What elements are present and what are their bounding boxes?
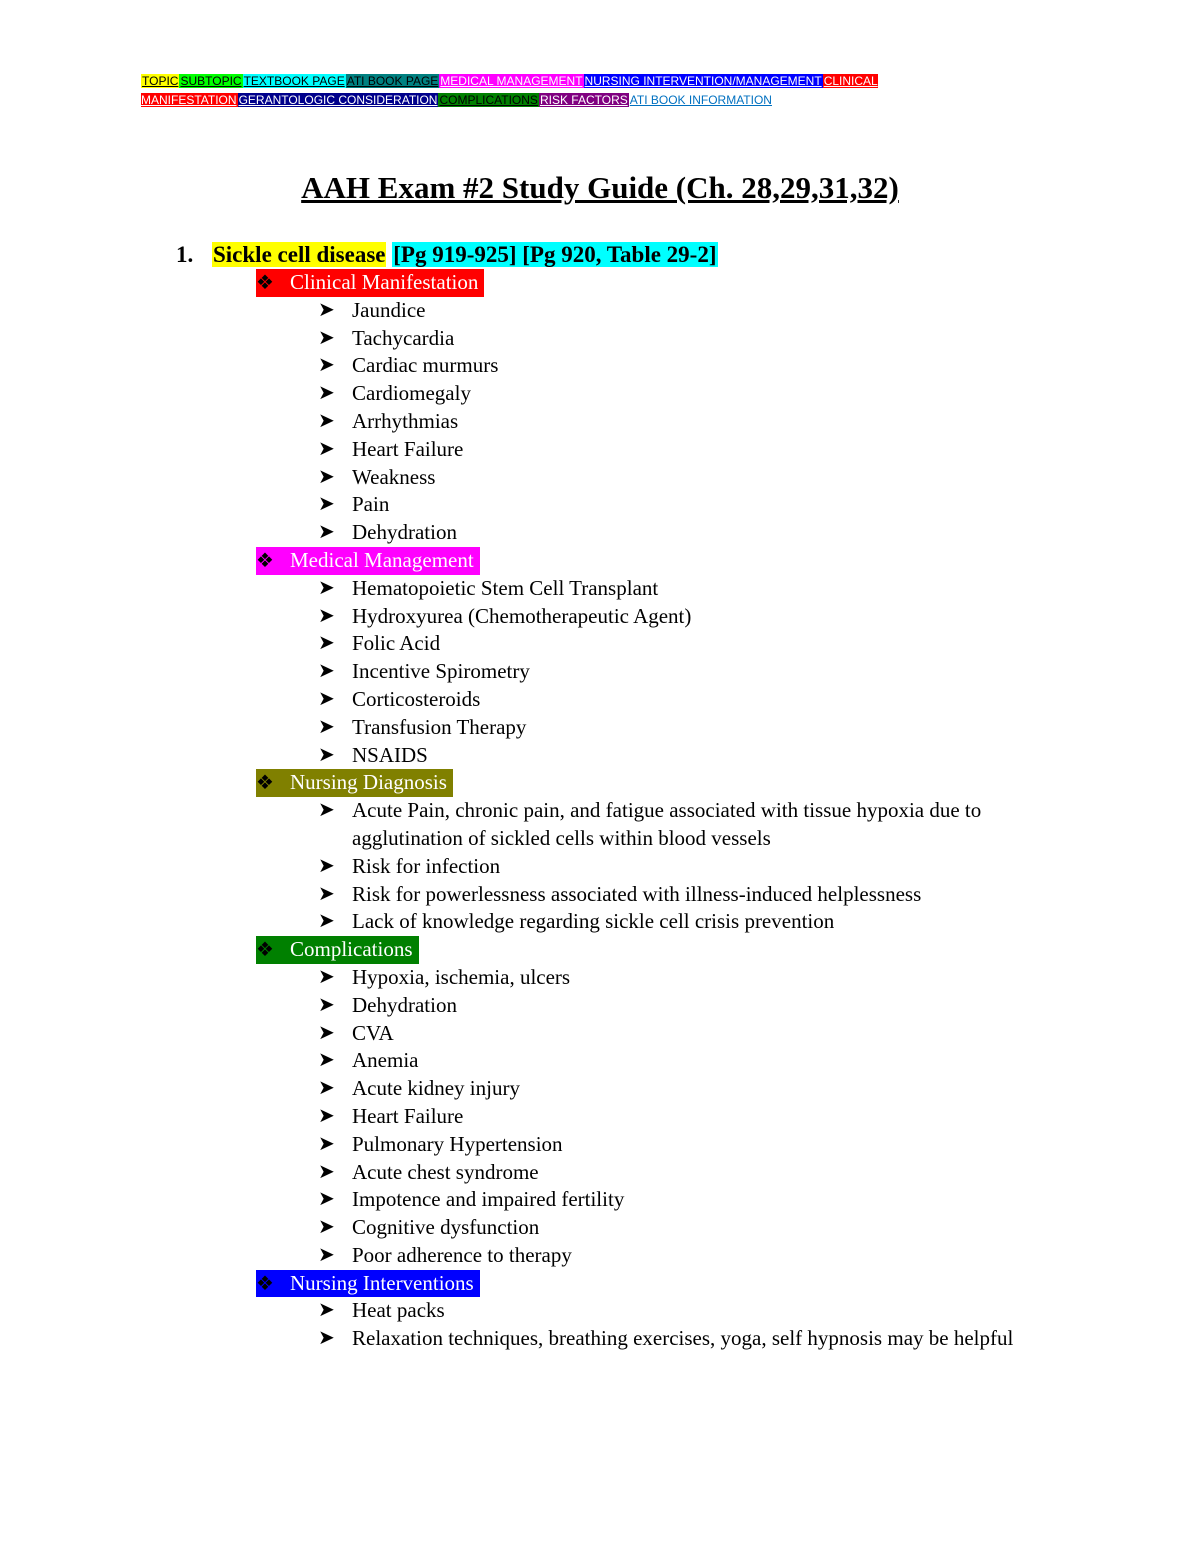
list-item [256,686,1076,714]
list-item [256,853,1076,881]
list-item-text: Arrhythmias [352,408,459,433]
legend-item: GERANTOLOGIC CONSIDERATION [238,93,438,107]
arrow-bullet-icon: ➤ [318,1132,335,1155]
section-heading [256,769,453,797]
list-item [256,380,1076,408]
list-item-text: Heat packs [352,1298,445,1323]
list-item [256,1214,1076,1242]
topic-number: 1. [176,242,194,267]
list-item [256,964,1076,992]
list-item-text: Anemia [352,1048,419,1073]
list-item-text: Dehydration [352,992,457,1017]
arrow-bullet-icon: ➤ [318,576,335,599]
list-item [256,714,1076,742]
list-item-text: Impotence and impaired fertility [352,1187,625,1212]
list-item-text: Heart Failure [352,436,464,461]
legend-item: TEXTBOOK PAGE [243,74,345,88]
topic-heading [176,240,718,270]
arrow-bullet-icon: ➤ [318,910,335,933]
list-item-text: Relaxation techniques, breathing exercises, yoga, self hypnosis may be helpful [352,1326,1014,1351]
arrow-bullet-icon: ➤ [318,326,335,349]
section-heading [256,1270,480,1298]
legend-item: ATI BOOK INFORMATION [629,93,772,107]
section-heading [256,936,419,964]
list-item [256,1297,1076,1325]
arrow-bullet-icon: ➤ [318,298,335,321]
diamond-bullet-icon: ❖ [256,272,274,294]
arrow-bullet-icon: ➤ [318,409,335,432]
arrow-bullet-icon: ➤ [318,604,335,627]
arrow-bullet-icon: ➤ [318,382,335,405]
list-item-text: Cardiomegaly [352,381,471,406]
list-item [256,1242,1076,1270]
list-item-text: Hydroxyurea (Chemotherapeutic Agent) [352,603,692,628]
arrow-bullet-icon: ➤ [318,354,335,377]
list-item-text: Cognitive dysfunction [352,1215,540,1240]
arrow-bullet-icon: ➤ [318,521,335,544]
arrow-bullet-icon: ➤ [318,1049,335,1072]
list-item [256,1020,1076,1048]
topic-name: Sickle cell disease [213,242,386,267]
list-item-text: Incentive Spirometry [352,659,530,684]
section-heading-label: Nursing Diagnosis [290,770,447,795]
list-item-text: Lack of knowledge regarding sickle cell crisis prevention [352,909,835,934]
arrow-bullet-icon: ➤ [318,465,335,488]
arrow-bullet-icon: ➤ [318,993,335,1016]
list-item-text: CVA [352,1020,394,1045]
list-item [256,1325,1076,1353]
list-item [256,408,1076,436]
subtopic-sections [256,269,1076,1353]
arrow-bullet-icon: ➤ [318,660,335,683]
list-item [256,1186,1076,1214]
list-item [256,881,1076,909]
list-item [256,325,1076,353]
arrow-bullet-icon: ➤ [318,1160,335,1183]
list-item-text: Weakness [352,464,436,489]
section-heading-label: Complications [290,937,413,962]
diamond-bullet-icon: ❖ [256,939,274,962]
list-item [256,464,1076,492]
list-item-text: Hypoxia, ischemia, ulcers [352,964,571,989]
list-item-text: Risk for infection [352,853,501,878]
list-item [256,1159,1076,1187]
list-item [256,1131,1076,1159]
section-heading [256,269,484,297]
arrow-bullet-icon: ➤ [318,799,335,822]
legend-item: RISK FACTORS [539,93,628,107]
diamond-bullet-icon: ❖ [256,549,274,572]
arrow-bullet-icon: ➤ [318,493,335,516]
arrow-bullet-icon: ➤ [318,632,335,655]
arrow-bullet-icon: ➤ [318,882,335,905]
textbook-pages: [Pg 919-925] [Pg 920, Table 29-2] [393,242,717,267]
arrow-bullet-icon: ➤ [318,437,335,460]
list-item [256,603,1076,631]
list-item-text: Transfusion Therapy [352,714,527,739]
arrow-bullet-icon: ➤ [318,1299,335,1322]
list-item-text: Folic Acid [352,631,441,656]
list-item [256,797,1076,853]
list-item [256,297,1076,325]
list-item [256,658,1076,686]
list-item [256,1075,1076,1103]
arrow-bullet-icon: ➤ [318,1327,335,1350]
legend-item: COMPLICATIONS [439,93,538,107]
section-heading [256,547,480,575]
list-item-text: Risk for powerlessness associated with illness-induced helplessness [352,881,922,906]
diamond-bullet-icon: ❖ [256,1272,274,1295]
list-item-text: Cardiac murmurs [352,353,499,378]
page-title: AAH Exam #2 Study Guide (Ch. 28,29,31,32) [301,170,899,205]
list-item [256,352,1076,380]
arrow-bullet-icon: ➤ [318,965,335,988]
list-item [256,519,1076,547]
list-item-text: Pain [352,492,390,517]
section-heading-label: Clinical Manifestation [290,270,479,294]
list-item-text: Jaundice [352,297,426,322]
list-item-text: Acute chest syndrome [352,1159,539,1184]
list-item-text: Corticosteroids [352,686,481,711]
legend-item: ATI BOOK PAGE [346,74,439,88]
list-item-text: Acute kidney injury [352,1076,520,1101]
list-item [256,575,1076,603]
legend-item: CLINICAL MANIFESTATION [141,74,878,107]
list-item [256,992,1076,1020]
list-item-text: Tachycardia [352,325,455,350]
arrow-bullet-icon: ➤ [318,687,335,710]
arrow-bullet-icon: ➤ [318,1104,335,1127]
legend-item: NURSING INTERVENTION/MANAGEMENT [584,74,822,88]
list-item-text: NSAIDS [352,742,428,767]
list-item [256,1047,1076,1075]
arrow-bullet-icon: ➤ [318,1188,335,1211]
legend-item: TOPIC [142,74,179,88]
list-item [256,630,1076,658]
arrow-bullet-icon: ➤ [318,743,335,766]
list-item [256,742,1076,770]
arrow-bullet-icon: ➤ [318,1243,335,1266]
diamond-bullet-icon: ❖ [256,772,274,795]
list-item [256,436,1076,464]
list-item [256,908,1076,936]
list-item [256,491,1076,519]
legend-item: SUBTOPIC [180,74,242,88]
list-item-text: Poor adherence to therapy [352,1242,572,1267]
arrow-bullet-icon: ➤ [318,1077,335,1100]
color-legend [141,72,971,110]
arrow-bullet-icon: ➤ [318,1216,335,1239]
arrow-bullet-icon: ➤ [318,854,335,877]
section-heading-label: Medical Management [290,547,474,572]
legend-item: MEDICAL MANAGEMENT [440,74,583,88]
arrow-bullet-icon: ➤ [318,715,335,738]
list-item-text: Dehydration [352,520,457,545]
list-item [256,1103,1076,1131]
section-heading-label: Nursing Interventions [290,1270,474,1295]
arrow-bullet-icon: ➤ [318,1021,335,1044]
list-item-text: Pulmonary Hypertension [352,1131,563,1156]
list-item-text: Acute Pain, chronic pain, and fatigue associated with tissue hypoxia due to agglutination of sickled cells within blood vessels [352,798,982,850]
list-item-text: Heart Failure [352,1103,464,1128]
list-item-text: Hematopoietic Stem Cell Transplant [352,575,659,600]
